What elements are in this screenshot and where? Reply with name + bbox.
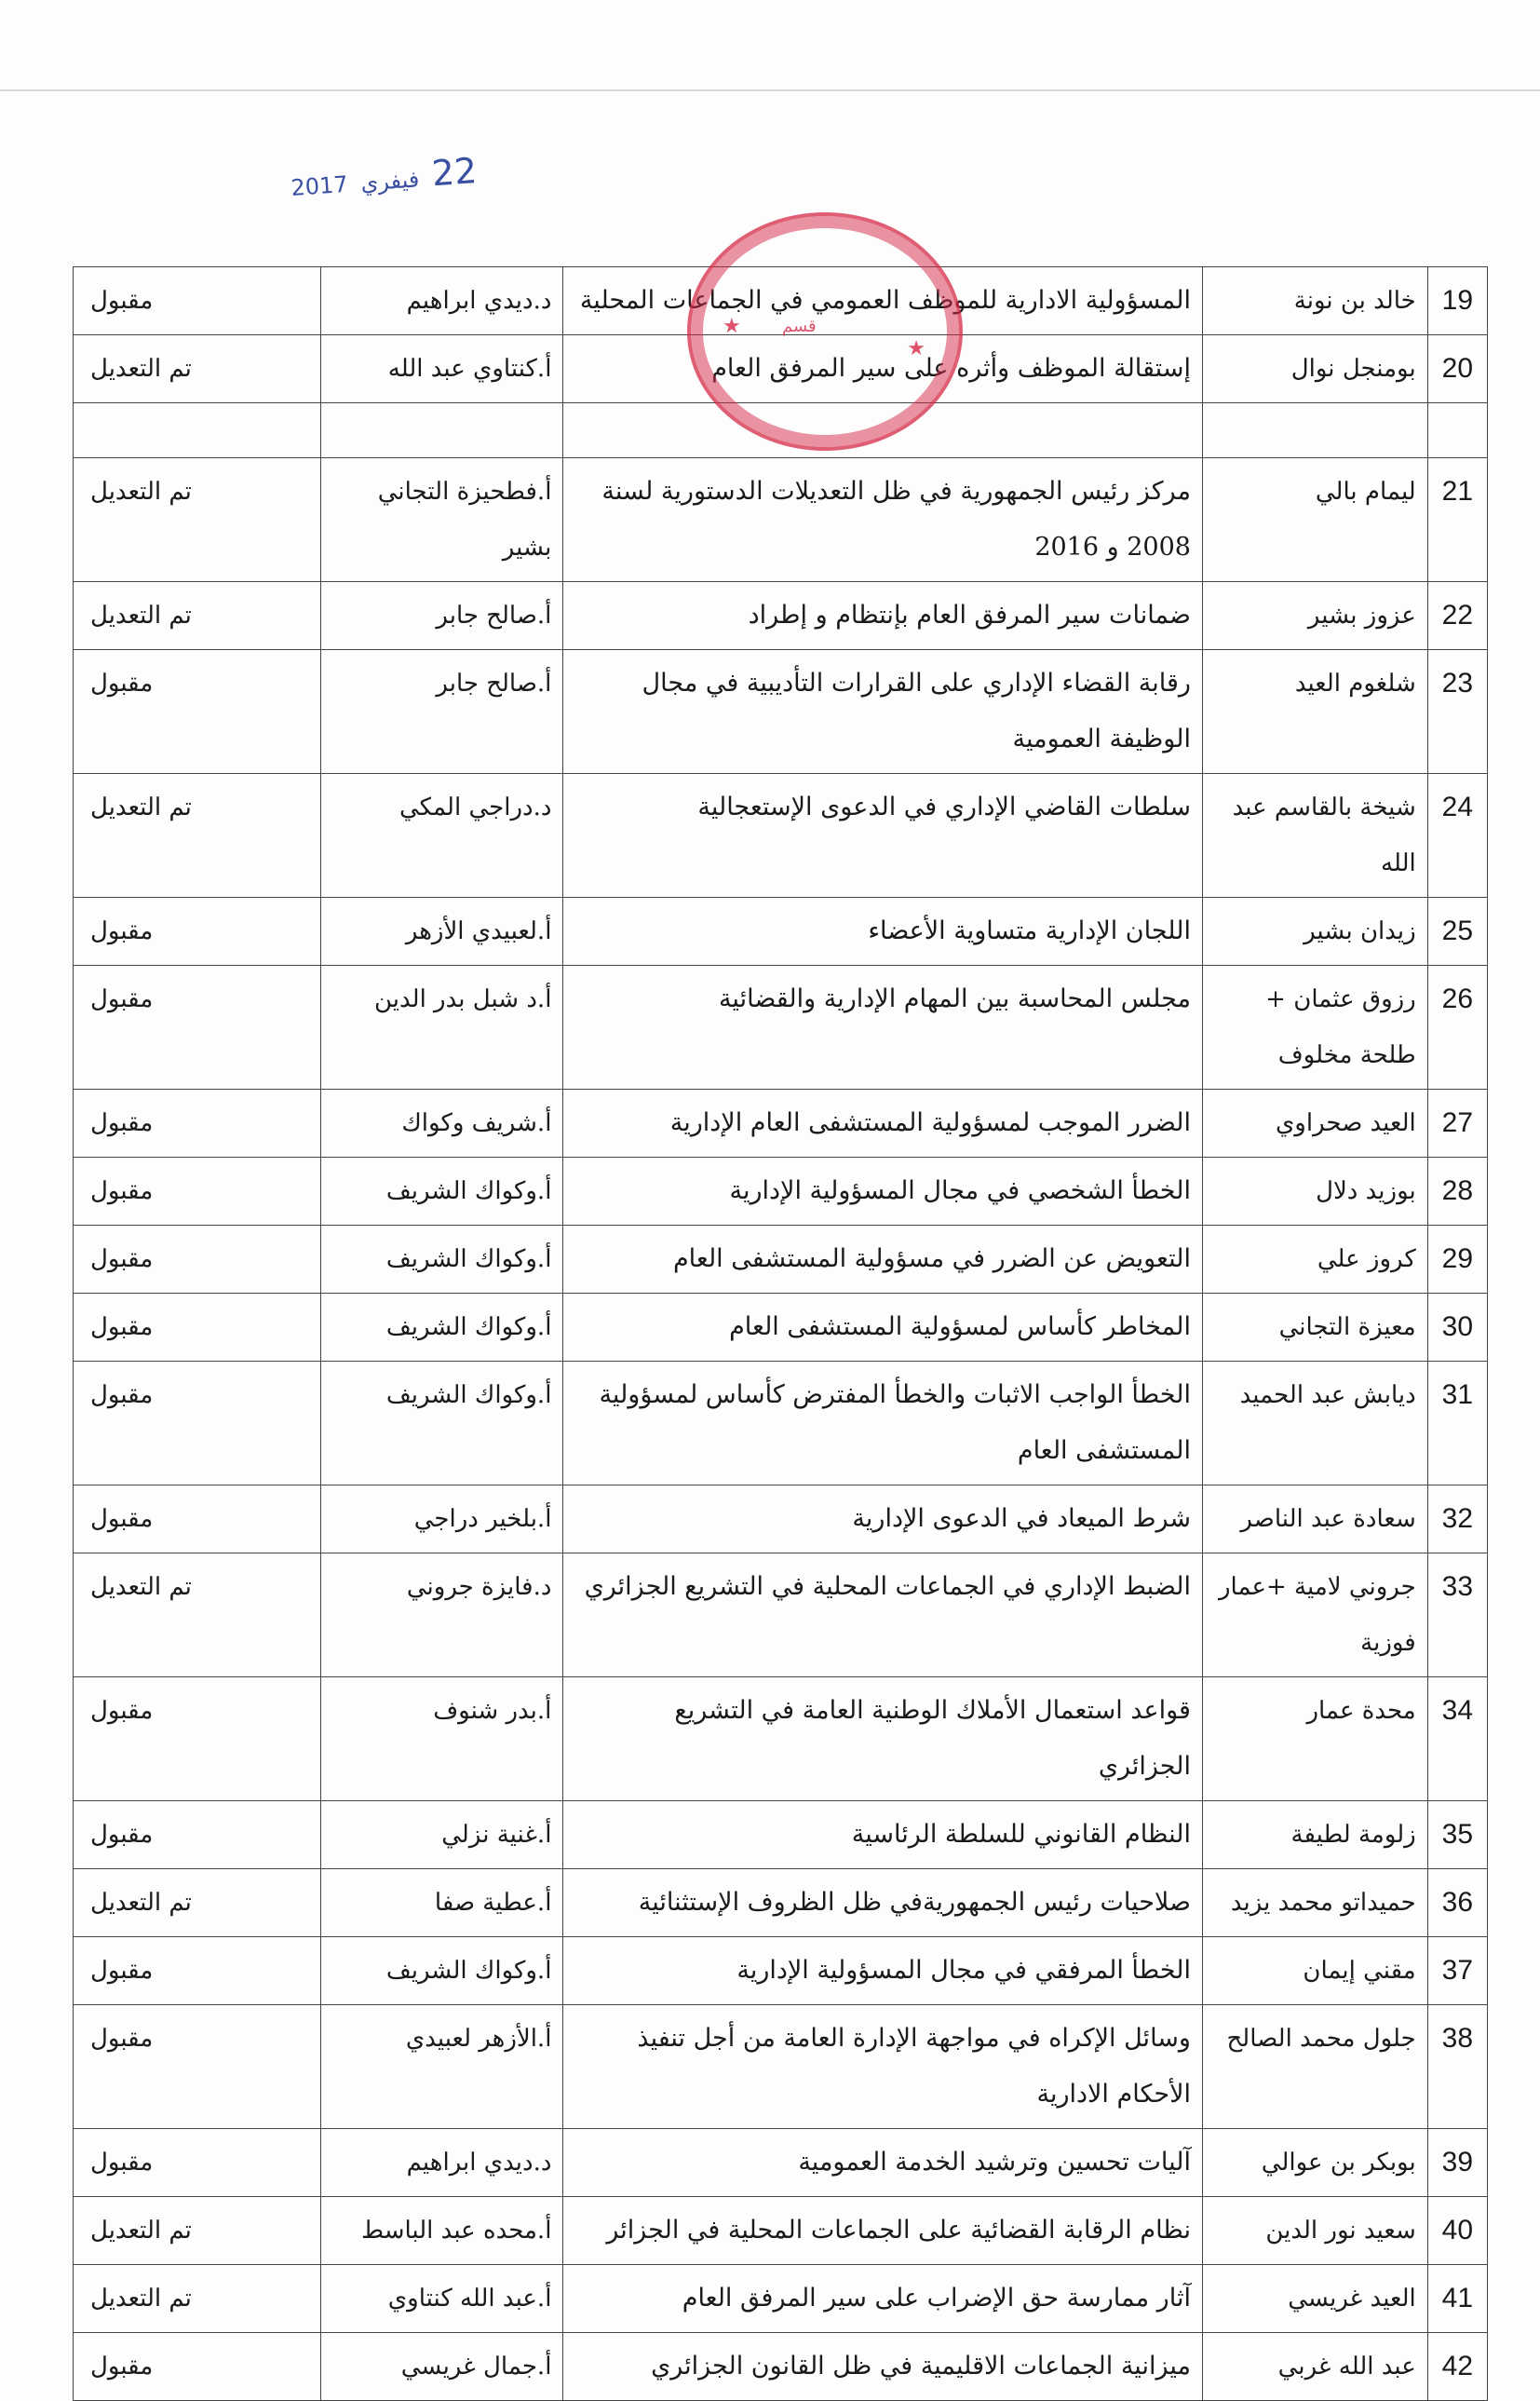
supervisor-name: أ.بلخير دراجي — [321, 1485, 563, 1553]
supervisor-name: أ.وكواك الشريف — [321, 1362, 563, 1485]
supervisor-name: أ.وكواك الشريف — [321, 1937, 563, 2005]
page-top-rule — [0, 89, 1540, 91]
thesis-topic: مجلس المحاسبة بين المهام الإدارية والقضائية — [563, 966, 1203, 1090]
supervisor-name: د.ديدي ابراهيم — [321, 2129, 563, 2197]
thesis-topic: الخطأ الشخصي في مجال المسؤولية الإدارية — [563, 1158, 1203, 1226]
row-number: 38 — [1427, 2005, 1487, 2129]
row-number: 41 — [1427, 2265, 1487, 2333]
student-name: رزوق عثمان + طلحة مخلوف — [1202, 966, 1427, 1090]
student-name: خالد بن نونة — [1202, 267, 1427, 335]
supervisor-name: أ.لعبيدي الأزهر — [321, 898, 563, 966]
table-row — [74, 966, 1488, 1090]
student-name: بوبكر بن عوالي — [1202, 2129, 1427, 2197]
approval-status: مقبول — [74, 2333, 321, 2401]
student-name: عبد الله غربي — [1202, 2333, 1427, 2401]
approval-status: مقبول — [74, 1362, 321, 1485]
table-row — [74, 1677, 1488, 1801]
row-number: 32 — [1427, 1485, 1487, 1553]
student-name: بومنجل نوال — [1202, 335, 1427, 403]
thesis-topic — [563, 403, 1203, 458]
supervisor-name: أ.وكواك الشريف — [321, 1158, 563, 1226]
student-name: سعادة عبد الناصر — [1202, 1485, 1427, 1553]
row-number: 34 — [1427, 1677, 1487, 1801]
table-row — [74, 582, 1488, 650]
thesis-topic: ضمانات سير المرفق العام بإنتظام و إطراد — [563, 582, 1203, 650]
supervisor-name: د.فايزة جروني — [321, 1553, 563, 1677]
row-number: 36 — [1427, 1869, 1487, 1937]
thesis-topic: التعويض عن الضرر في مسؤولية المستشفى العام — [563, 1226, 1203, 1294]
row-number: 29 — [1427, 1226, 1487, 1294]
table-row — [74, 1090, 1488, 1158]
supervisor-name: أ.عطية صفا — [321, 1869, 563, 1937]
student-name: حميداتو محمد يزيد — [1202, 1869, 1427, 1937]
row-number: 24 — [1427, 774, 1487, 898]
row-number: 25 — [1427, 898, 1487, 966]
thesis-topic: المسؤولية الادارية للموظف العمومي في الجماعات المحلية — [563, 267, 1203, 335]
approval-status: مقبول — [74, 1226, 321, 1294]
thesis-topic: سلطات القاضي الإداري في الدعوى الإستعجالية — [563, 774, 1203, 898]
student-name: العيد غريسي — [1202, 2265, 1427, 2333]
row-number: 33 — [1427, 1553, 1487, 1677]
supervisor-name: أ.صالح جابر — [321, 582, 563, 650]
thesis-roster-table — [73, 266, 1488, 2401]
approval-status: مقبول — [74, 2005, 321, 2129]
supervisor-name: د.ديدي ابراهيم — [321, 267, 563, 335]
row-number: 22 — [1427, 582, 1487, 650]
student-name — [1202, 403, 1427, 458]
table-row — [74, 267, 1488, 335]
approval-status: مقبول — [74, 1485, 321, 1553]
thesis-topic: رقابة القضاء الإداري على القرارات التأديبية في مجال الوظيفة العمومية — [563, 650, 1203, 774]
table-row — [74, 1294, 1488, 1362]
row-number: 31 — [1427, 1362, 1487, 1485]
student-name: زيدان بشير — [1202, 898, 1427, 966]
table-row — [74, 1801, 1488, 1869]
thesis-topic: النظام القانوني للسلطة الرئاسية — [563, 1801, 1203, 1869]
table-row — [74, 1485, 1488, 1553]
supervisor-name: أ.كنتاوي عبد الله — [321, 335, 563, 403]
student-name: شلغوم العيد — [1202, 650, 1427, 774]
supervisor-name: أ.محده عبد الباسط — [321, 2197, 563, 2265]
approval-status — [74, 403, 321, 458]
table-row — [74, 774, 1488, 898]
approval-status: تم التعديل — [74, 335, 321, 403]
table-row — [74, 2197, 1488, 2265]
table-row — [74, 898, 1488, 966]
supervisor-name: أ.شريف وكواك — [321, 1090, 563, 1158]
table-row — [74, 458, 1488, 582]
supervisor-name: أ.فطحيزة التجاني بشير — [321, 458, 563, 582]
thesis-topic: نظام الرقابة القضائية على الجماعات المحلية في الجزائر — [563, 2197, 1203, 2265]
table-row — [74, 403, 1488, 458]
approval-status: مقبول — [74, 1801, 321, 1869]
approval-status: تم التعديل — [74, 582, 321, 650]
student-name: معيزة التجاني — [1202, 1294, 1427, 1362]
thesis-topic: وسائل الإكراه في مواجهة الإدارة العامة من أجل تنفيذ الأحكام الادارية — [563, 2005, 1203, 2129]
table-row — [74, 1937, 1488, 2005]
table-row — [74, 650, 1488, 774]
row-number: 40 — [1427, 2197, 1487, 2265]
row-number: 21 — [1427, 458, 1487, 582]
approval-status: مقبول — [74, 1937, 321, 2005]
approval-status: تم التعديل — [74, 1553, 321, 1677]
thesis-topic: آثار ممارسة حق الإضراب على سير المرفق العام — [563, 2265, 1203, 2333]
approval-status: مقبول — [74, 1677, 321, 1801]
thesis-topic: شرط الميعاد في الدعوى الإدارية — [563, 1485, 1203, 1553]
thesis-topic: مركز رئيس الجمهورية في ظل التعديلات الدستورية لسنة 2008 و 2016 — [563, 458, 1203, 582]
approval-status: تم التعديل — [74, 774, 321, 898]
supervisor-name: أ.بدر شنوف — [321, 1677, 563, 1801]
stamp-department: قسم — [782, 317, 817, 336]
row-number: 28 — [1427, 1158, 1487, 1226]
student-name: شيخة بالقاسم عبد الله — [1202, 774, 1427, 898]
approval-status: مقبول — [74, 898, 321, 966]
row-number: 37 — [1427, 1937, 1487, 2005]
row-number: 30 — [1427, 1294, 1487, 1362]
supervisor-name: أ.وكواك الشريف — [321, 1226, 563, 1294]
student-name: ليمام بالي — [1202, 458, 1427, 582]
thesis-topic: المخاطر كأساس لمسؤولية المستشفى العام — [563, 1294, 1203, 1362]
thesis-topic: آليات تحسين وترشيد الخدمة العمومية — [563, 2129, 1203, 2197]
table-row — [74, 2129, 1488, 2197]
table-row — [74, 1553, 1488, 1677]
thesis-topic: الخطأ المرفقي في مجال المسؤولية الإدارية — [563, 1937, 1203, 2005]
date-stamp — [290, 150, 479, 204]
supervisor-name: أ.جمال غريسي — [321, 2333, 563, 2401]
stamp-star-icon: ★ — [723, 315, 741, 338]
supervisor-name: أ.غنية نزلي — [321, 1801, 563, 1869]
date-year: 2017 — [290, 170, 349, 201]
approval-status: مقبول — [74, 2129, 321, 2197]
approval-status: مقبول — [74, 1158, 321, 1226]
row-number: 23 — [1427, 650, 1487, 774]
student-name: ديابش عبد الحميد — [1202, 1362, 1427, 1485]
table-row — [74, 2333, 1488, 2401]
supervisor-name: د.دراجي المكي — [321, 774, 563, 898]
row-number: 19 — [1427, 267, 1487, 335]
student-name: محدة عمار — [1202, 1677, 1427, 1801]
thesis-topic: الضرر الموجب لمسؤولية المستشفى العام الإدارية — [563, 1090, 1203, 1158]
student-name: زلومة لطيفة — [1202, 1801, 1427, 1869]
supervisor-name: أ.الأزهر لعبيدي — [321, 2005, 563, 2129]
thesis-topic: الضبط الإداري في الجماعات المحلية في التشريع الجزائري — [563, 1553, 1203, 1677]
thesis-topic: قواعد استعمال الأملاك الوطنية العامة في التشريع الجزائري — [563, 1677, 1203, 1801]
date-day: 22 — [430, 150, 479, 195]
thesis-topic: إستقالة الموظف وأثره على سير المرفق العام — [563, 335, 1203, 403]
student-name: العيد صحراوي — [1202, 1090, 1427, 1158]
supervisor-name: أ.صالح جابر — [321, 650, 563, 774]
student-name: سعيد نور الدين — [1202, 2197, 1427, 2265]
supervisor-name: أ.عبد الله كنتاوي — [321, 2265, 563, 2333]
row-number: 42 — [1427, 2333, 1487, 2401]
student-name: جروني لامية +عمار فوزية — [1202, 1553, 1427, 1677]
table-row — [74, 1158, 1488, 1226]
table-row — [74, 1362, 1488, 1485]
supervisor-name: أ.د شبل بدر الدين — [321, 966, 563, 1090]
row-number — [1427, 403, 1487, 458]
student-name: جلول محمد الصالح — [1202, 2005, 1427, 2129]
row-number: 39 — [1427, 2129, 1487, 2197]
approval-status: تم التعديل — [74, 2197, 321, 2265]
row-number: 35 — [1427, 1801, 1487, 1869]
approval-status: مقبول — [74, 1090, 321, 1158]
table-row — [74, 1226, 1488, 1294]
date-month: فيفري — [359, 166, 421, 197]
thesis-topic: صلاحيات رئيس الجمهوريةفي ظل الظروف الإستثنائية — [563, 1869, 1203, 1937]
supervisor-name: أ.وكواك الشريف — [321, 1294, 563, 1362]
student-name: بوزيد دلال — [1202, 1158, 1427, 1226]
student-name: عزوز بشير — [1202, 582, 1427, 650]
roster-body — [74, 267, 1488, 2401]
approval-status: مقبول — [74, 267, 321, 335]
approval-status: تم التعديل — [74, 2265, 321, 2333]
approval-status: مقبول — [74, 650, 321, 774]
supervisor-name — [321, 403, 563, 458]
row-number: 20 — [1427, 335, 1487, 403]
approval-status: تم التعديل — [74, 1869, 321, 1937]
approval-status: تم التعديل — [74, 458, 321, 582]
thesis-topic: الخطأ الواجب الاثبات والخطأ المفترض كأساس لمسؤولية المستشفى العام — [563, 1362, 1203, 1485]
table-row — [74, 2005, 1488, 2129]
row-number: 27 — [1427, 1090, 1487, 1158]
approval-status: مقبول — [74, 1294, 321, 1362]
stamp-star-icon: ★ — [907, 337, 925, 360]
student-name: كروز علي — [1202, 1226, 1427, 1294]
approval-status: مقبول — [74, 966, 321, 1090]
thesis-topic: ميزانية الجماعات الاقليمية في ظل القانون الجزائري — [563, 2333, 1203, 2401]
row-number: 26 — [1427, 966, 1487, 1090]
student-name: مقني إيمان — [1202, 1937, 1427, 2005]
thesis-topic: اللجان الإدارية متساوية الأعضاء — [563, 898, 1203, 966]
table-row — [74, 335, 1488, 403]
table-row — [74, 1869, 1488, 1937]
table-row — [74, 2265, 1488, 2333]
